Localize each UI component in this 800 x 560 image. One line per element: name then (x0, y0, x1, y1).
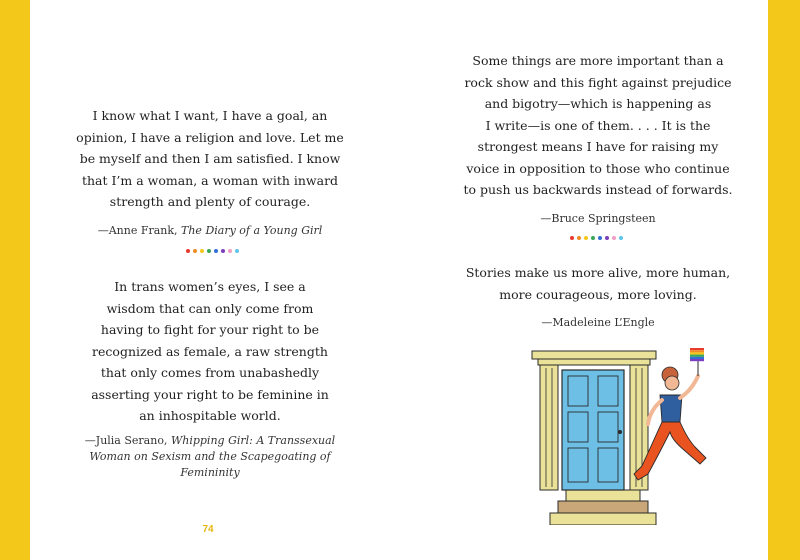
rainbow-dot (605, 236, 609, 240)
quote-julia-serano (62, 276, 358, 481)
quote-line: asserting your right to be feminine in (91, 386, 329, 402)
author-name: —Bruce Springsteen (540, 211, 656, 225)
quote-attribution (450, 211, 746, 227)
rainbow-dot (235, 249, 239, 253)
page-number: 74 (202, 524, 214, 535)
quote-attribution (62, 223, 358, 239)
rainbow-dot (577, 236, 581, 240)
quote-line: and bigotry—which is happening as (484, 96, 712, 111)
quote-line: be myself and then I am satisfied. I know (79, 151, 341, 166)
source-title-continued: Woman on Sexism and the Scapegoating of Femininity (89, 449, 331, 479)
quote-line: strongest means I have for raising my (477, 139, 719, 154)
rainbow-dot (619, 236, 623, 240)
quote-line: more courageous, more loving. (499, 286, 697, 302)
rainbow-dot (584, 236, 588, 240)
woman-leaving-door-with-pride-flag-icon (520, 340, 730, 525)
left-yellow-band (0, 0, 30, 560)
quote-bruce-springsteen (450, 50, 746, 227)
quote-line: recognized as female, a raw strength (92, 343, 328, 359)
rainbow-dot (214, 249, 218, 253)
quote-text (62, 276, 358, 427)
rainbow-dots-divider (570, 236, 623, 240)
author-name: —Madeleine L’Engle (541, 316, 655, 329)
quote-text (62, 105, 358, 213)
quote-line: to push us backwards instead of forwards. (463, 182, 733, 197)
quote-line: an inhospitable world. (139, 408, 281, 423)
quote-line: voice in opposition to those who continue (466, 160, 730, 176)
quote-line: Some things are more important than a (472, 53, 724, 68)
quote-text (450, 262, 746, 305)
rainbow-dot (221, 249, 225, 253)
quote-line: I know what I want, I have a goal, an (92, 108, 328, 123)
quote-text (450, 50, 746, 201)
author-name: —Julia Serano, (84, 433, 171, 447)
source-title: Whipping Girl: A Transsexual (170, 433, 336, 447)
quote-madeleine-lengle (450, 262, 746, 331)
rainbow-dot (228, 249, 232, 253)
rainbow-dot (200, 249, 204, 253)
quote-line: opinion, I have a religion and love. Let me (76, 129, 344, 145)
right-yellow-band (768, 0, 800, 560)
rainbow-dot (207, 249, 211, 253)
quote-line: that I’m a woman, a woman with inward (81, 172, 339, 188)
quote-line: Stories make us more alive, more human, (465, 265, 731, 280)
quote-line: In trans women’s eyes, I see a (114, 279, 306, 294)
quote-line: wisdom that can only come from (106, 300, 314, 316)
author-name: —Anne Frank, (97, 223, 182, 237)
rainbow-dot (598, 236, 602, 240)
rainbow-dot (186, 249, 190, 253)
source-title: The Diary of a Young Girl (181, 223, 323, 237)
quote-anne-frank (62, 105, 358, 239)
quote-attribution (62, 433, 358, 481)
quote-line: I write—is one of them. . . . It is the (485, 117, 711, 133)
quote-line: strength and plenty of courage. (109, 194, 311, 209)
quote-line: rock show and this fight against prejudice (464, 74, 732, 90)
quote-attribution (450, 315, 746, 331)
rainbow-dot (570, 236, 574, 240)
quote-line: having to fight for your right to be (100, 322, 320, 337)
rainbow-dot (193, 249, 197, 253)
rainbow-dot (591, 236, 595, 240)
rainbow-dot (612, 236, 616, 240)
rainbow-dots-divider (186, 249, 239, 253)
quote-line: that only comes from unabashedly (100, 365, 320, 380)
